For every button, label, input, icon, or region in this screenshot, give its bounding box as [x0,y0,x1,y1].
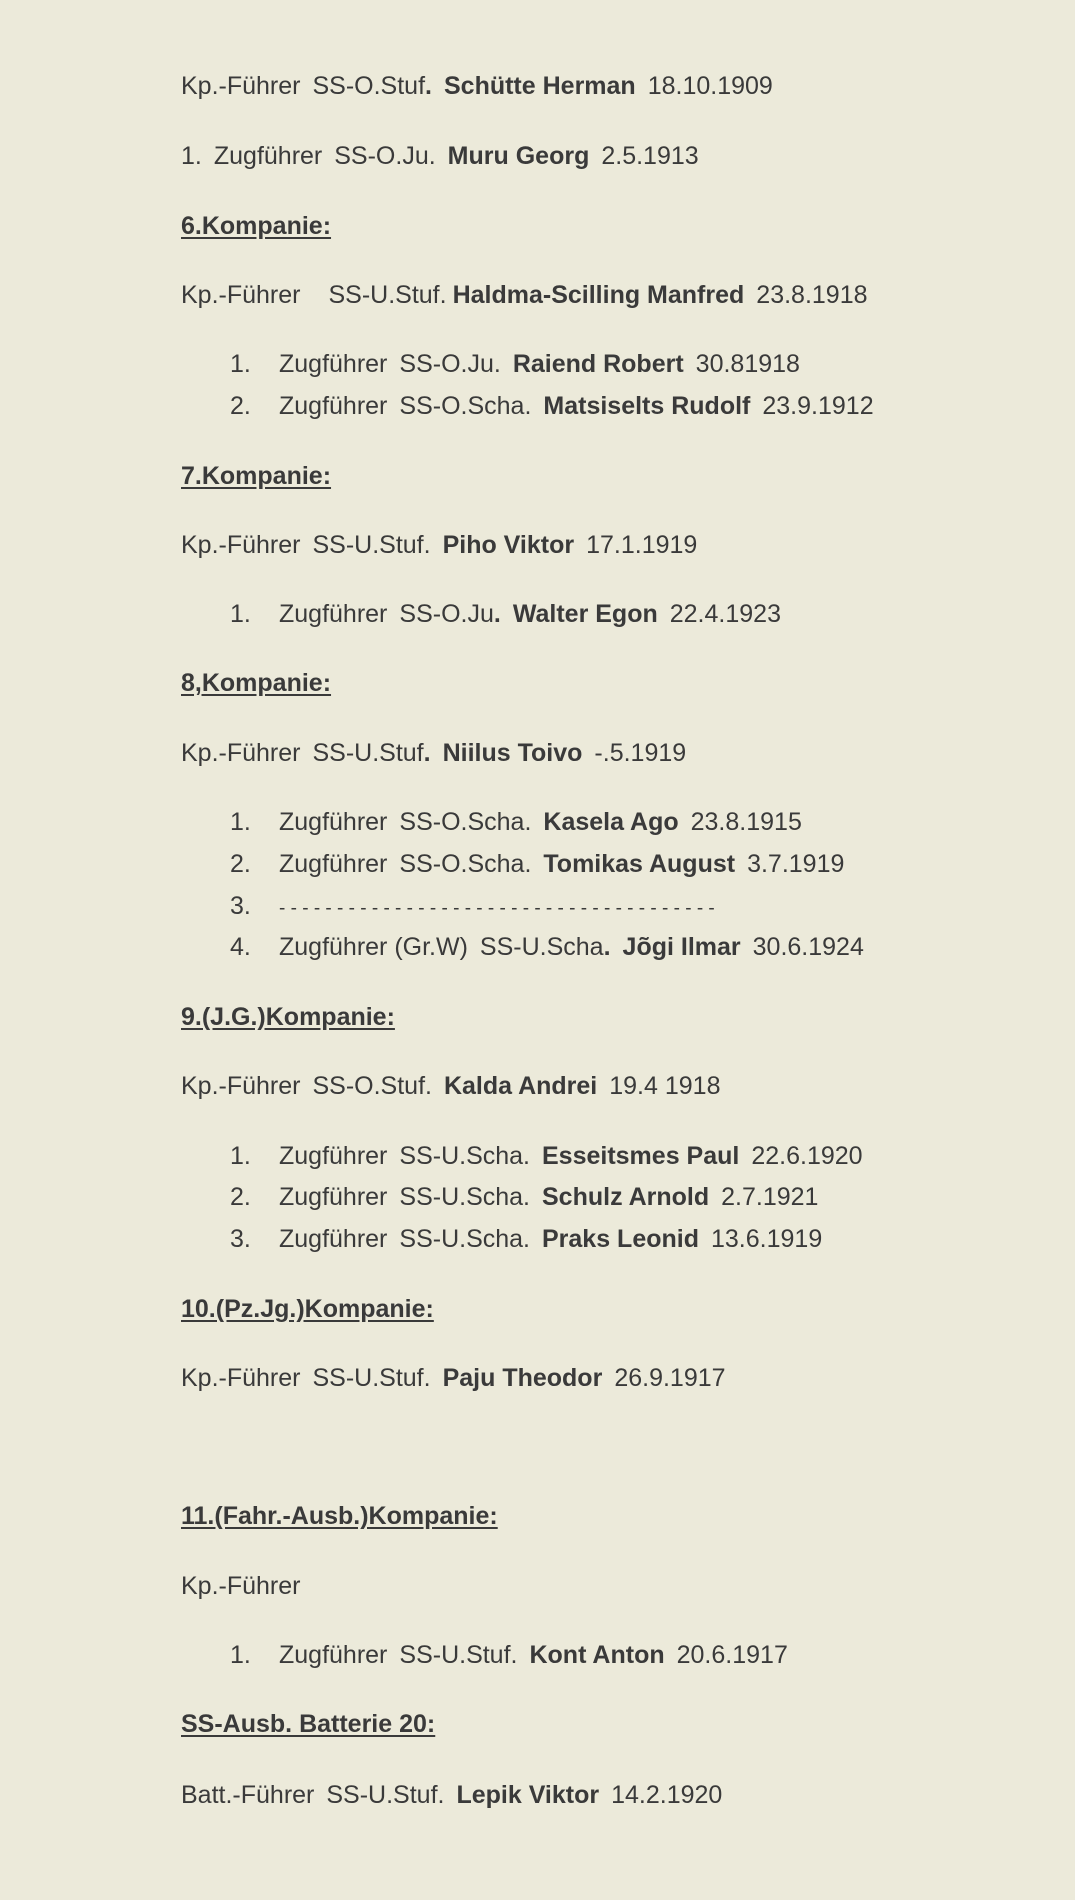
rank: SS-U.Scha [479,933,604,961]
rank: SS-O.Scha. [399,808,532,836]
item-number: 3. [230,1225,251,1253]
person-name: Raiend Robert [512,350,684,378]
role: Zugführer [279,392,388,420]
role: Kp.-Führer [181,1364,301,1392]
person-name: Kont Anton [529,1641,665,1669]
birth-date: 17.1.1919 [586,531,698,559]
item-number: 2. [230,1183,251,1211]
person-name: Lepik Viktor [456,1781,600,1809]
person-name: Walter Egon [512,600,658,628]
item-number: 1. [230,1641,251,1669]
birth-date: 30.81918 [695,350,800,378]
role: Kp.-Führer [181,1072,301,1100]
rank: SS-U.Scha. [399,1142,530,1170]
role: Kp.-Führer [181,72,301,100]
rank: SS-O.Ju [399,600,494,628]
platoon-leader-line [230,1224,822,1254]
person-name: Praks Leonid [542,1225,699,1253]
platoon-leader-line [230,1640,788,1670]
platoon-leader-line [230,932,864,962]
rank: SS-U.Stuf. [328,281,447,309]
company-heading: 9.(J.G.)Kompanie: [181,1003,395,1031]
birth-date: 22.6.1920 [751,1142,863,1170]
role: Zugführer [279,600,388,628]
birth-date: 2.7.1921 [721,1183,819,1211]
item-number: 1. [230,1142,251,1170]
role: Kp.-Führer [181,1572,301,1600]
role: Kp.-Führer [181,739,301,767]
person-name: Muru Georg [447,142,590,170]
rank: SS-U.Stuf. [312,531,431,559]
company-heading: 8,Kompanie: [181,669,332,697]
person-name: Schütte Herman [443,72,636,100]
birth-date: 22.4.1923 [669,600,781,628]
vacant-platoon-line [230,891,715,924]
role: Zugführer [279,1183,388,1211]
role: Zugführer [279,350,388,378]
rank: SS-O.Ju. [334,142,436,170]
birth-date: 23.9.1912 [762,392,874,420]
company-heading: SS-Ausb. Batterie 20: [181,1710,436,1738]
rank-punct: . [425,72,432,100]
birth-date: 23.8.1918 [756,281,868,309]
rank: SS-U.Stuf. [399,1641,518,1669]
rank: SS-U.Stuf. [326,1781,445,1809]
item-number: 4. [230,933,251,961]
person-name: Piho Viktor [442,531,575,559]
company-leader-line [181,280,868,310]
item-number: 1. [230,808,251,836]
role: Zugführer (Gr.W) [279,933,468,961]
dash-placeholder: - - - - - - - - - - - - - - - - - - - - - - - - - - - - - - - - - - - - - - [279,898,715,919]
platoon-leader-line [230,349,800,379]
company-leader-line [181,1780,722,1810]
birth-date: 2.5.1913 [601,142,699,170]
company-leader-line [181,530,697,560]
item-number: 2. [230,850,251,878]
rank-punct: . [603,933,611,961]
birth-date: 14.2.1920 [611,1781,723,1809]
person-name: Kalda Andrei [443,1072,598,1100]
platoon-leader-line [181,141,699,171]
role: Zugführer [279,1225,388,1253]
rank: SS-U.Stuf [312,739,424,767]
rank: SS-U.Scha. [399,1225,530,1253]
role: Zugführer [279,1641,388,1669]
role: Zugführer [279,850,388,878]
item-number: 3. [230,892,251,920]
role: Zugführer [213,142,323,170]
platoon-leader-line [230,1141,863,1171]
company-heading: 7.Kompanie: [181,462,332,490]
birth-date: 26.9.1917 [614,1364,726,1392]
item-number: 1. [230,350,251,378]
item-number: 2. [230,392,251,420]
company-heading: 10.(Pz.Jg.)Kompanie: [181,1295,434,1323]
person-name: Schulz Arnold [542,1183,710,1211]
platoon-leader-line [230,849,844,879]
rank: SS-U.Scha. [399,1183,530,1211]
platoon-leader-line [230,807,802,837]
person-name: Jõgi Ilmar [622,933,741,961]
rank: SS-O.Stuf. [312,1072,432,1100]
birth-date: 30.6.1924 [752,933,864,961]
role: Zugführer [279,808,388,836]
platoon-leader-line [230,391,874,421]
platoon-leader-line [230,599,781,629]
rank: SS-O.Stuf [312,72,426,100]
platoon-leader-line [230,1182,818,1212]
person-name: Matsiselts Rudolf [543,392,751,420]
person-name: Tomikas August [543,850,736,878]
birth-date: 20.6.1917 [676,1641,788,1669]
company-leader-line [181,1571,300,1601]
person-name: Esseitsmes Paul [542,1142,740,1170]
birth-date: 19.4 1918 [609,1072,721,1100]
company-heading: 11.(Fahr.-Ausb.)Kompanie: [181,1502,498,1530]
birth-date: 23.8.1915 [690,808,802,836]
role: Zugführer [279,1142,388,1170]
rank: SS-O.Ju. [399,350,501,378]
item-number: 1. [230,600,251,628]
company-heading: 6.Kompanie: [181,212,332,240]
person-name: Paju Theodor [442,1364,603,1392]
rank-punct: . [423,739,431,767]
role: Kp.-Führer [181,531,301,559]
person-name: Niilus Toivo [442,739,583,767]
company-leader-line [181,1071,720,1101]
person-name: Haldma-Scilling Manfred [452,281,745,309]
company-leader-line [181,71,773,101]
rank: SS-U.Stuf. [312,1364,431,1392]
role: Kp.-Führer [181,281,301,309]
item-number: 1. [181,142,202,170]
birth-date: 3.7.1919 [747,850,845,878]
role: Batt.-Führer [181,1781,315,1809]
rank: SS-O.Scha. [399,850,532,878]
birth-date: 13.6.1919 [711,1225,823,1253]
birth-date: -.5.1919 [594,739,687,767]
person-name: Kasela Ago [543,808,679,836]
rank-punct: . [493,600,501,628]
birth-date: 18.10.1909 [647,72,773,100]
company-leader-line [181,738,686,768]
company-leader-line [181,1363,726,1393]
rank: SS-O.Scha. [399,392,532,420]
